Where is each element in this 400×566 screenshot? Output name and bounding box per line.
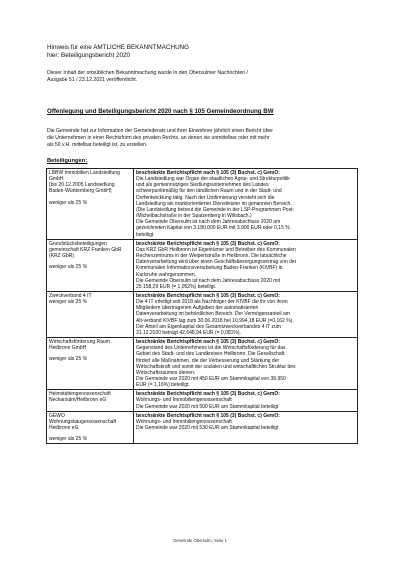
description-line: Wohnungs- und Immobiliengenossenschaft: [136, 418, 232, 425]
description-line: Die Gemeinde Obersulm ist nach dem Jahresabschluss 2020 mit: [136, 277, 280, 284]
share-text: weniger als 25 %: [49, 199, 88, 206]
paragraph-line-1: Die Gemeinde hat zur Information der Gemeinderats und ihrer Einwohner jährlich einen Bericht über: [47, 128, 273, 134]
table-row: [47, 338, 358, 390]
description-cell: [134, 411, 358, 444]
description-line: EUR (= 1,16%) beteiligt.: [136, 382, 190, 389]
description-line: /Michelbachstraße in der Spatzenberg in Willsbach.): [136, 213, 252, 220]
description-cell: [134, 169, 358, 240]
intro-note: [47, 70, 367, 84]
company-cell: [47, 411, 134, 444]
reporting-duty-line: beschränkte Berichtspflicht nach § 105 (3) Buchst. c) GemO:: [136, 292, 280, 299]
table-row: [47, 169, 358, 240]
description-line: Gegenstand des Unternehmens ist die Wirtschaftsförderung für das: [136, 345, 286, 352]
table-row: [47, 291, 358, 337]
description-line: Die Gemeinde war 2020 mit 500 EUR am Stammkapital beteiligt: [136, 403, 279, 410]
company-name-line: Heilbronn eG: [49, 425, 79, 432]
description-line: 25.158,29 EUR (= 1,052%) beteiligt.: [136, 283, 217, 290]
reporting-duty-line: beschränkte Berichtspflicht nach § 105 (3) Buchst. c) GemO:: [136, 240, 280, 247]
share-text: weniger als 25 %: [49, 299, 88, 306]
reporting-duty-line: beschränkte Berichtspflicht nach § 105 (3) Buchst. c) GemO:: [136, 170, 280, 176]
description-line: Rechenzentrums in der Weipertstraße in Heilbronn. Die tatsächliche: [136, 253, 287, 260]
company-cell: [47, 169, 134, 240]
description-line: Datenverarbeitung wird über einen Geschäftsbesorgungsvertrag von der: [136, 259, 297, 266]
company-cell: [47, 338, 134, 390]
table-row: [47, 390, 358, 411]
description-line: 31.12.2020 beträgt 42.648,94 EUR (= 0,081%).: [136, 329, 241, 336]
page-footer: Gemeinde Obersulm, Seite 1: [173, 538, 227, 543]
description-line: (Die Landsiedlung betreut die Gemeinde in der LSP-Programmen Post-: [136, 206, 295, 213]
description-line: Mitgliedern übertragenen Aufgaben der automatisierten: [136, 305, 259, 312]
company-cell: [47, 239, 134, 291]
description-line: Die Gemeinde Obersulm ist nach dem Jahresabschluss 2020 am: [136, 219, 281, 226]
description-line: Alt-verband KIVBF lag zum 30.06.2018 bei 10.994,18 EUR (=0,162 %).: [136, 317, 294, 324]
description-line: Wirtschaftskraft und somit der sozialen und wirtschaftlichen Struktur des: [136, 363, 296, 370]
description-line: Kommunalen Informationsverarbeitung Baden-Franken (KIVBF) in: [136, 265, 283, 272]
beteiligungen-label: Beteiligungen:: [47, 158, 88, 164]
company-name-line: Baden-Württemberg GmbH): [49, 188, 112, 195]
description-line: Das KRZ GbR Heilbronn ist Eigentümer und Betreiber des Kommunalen: [136, 246, 296, 253]
description-cell: [134, 239, 358, 291]
description-line: Wohnungs- und Immobiliengenossenschaft: [136, 397, 232, 404]
company-name-line: Grundstücksbeteiligungen: [49, 240, 107, 247]
beteiligungen-table: [46, 168, 358, 444]
description-line: Karlsruhe wahrgenommen.: [136, 271, 197, 278]
description-line: schwerpunktmäßig für den ländlichen Raum und in der Stadt- und: [136, 188, 282, 195]
company-name-line: Heimstättengenossenschaft: [49, 391, 111, 398]
table-row: [47, 239, 358, 291]
description-line: Die 4 IT erledigt seit 2018 als Nachfolger der KIVBF die ihr von ihren: [136, 299, 288, 306]
company-name-line: Heilbronn GmbH: [49, 345, 87, 352]
company-name-line: GEWO: [49, 412, 65, 419]
company-name-line: (bis 20.12.2005 Landsiedlung: [49, 182, 115, 189]
intro-line-2: Ausgabe 51 / 23.12.2021 veröffentlicht.: [47, 77, 138, 84]
description-line: Die Landsiedlung war Organ der staatlichen Agrar- und Strukturpolitik: [136, 176, 290, 183]
description-cell: [134, 390, 358, 411]
description-line: Wirtschaftsraumes dienen.: [136, 369, 196, 376]
description-cell: [134, 338, 358, 390]
reporting-duty-line: beschränkte Berichtspflicht nach § 105 (3) Buchst. c) GemO:: [136, 391, 280, 398]
description-cell: [134, 291, 358, 337]
paragraph-line-3: als 50 v.H. mittelbar beteiligt ist, zu erstellen.: [47, 142, 148, 148]
company-name-line: gemeinschaft KRZ Franken GbR: [49, 246, 122, 253]
description-line: beteiligt.: [136, 231, 155, 238]
company-cell: [47, 390, 134, 411]
company-name-line: Wirtschaftsförderung Raum: [49, 339, 110, 346]
description-line: fördert alle Maßnahmen, die der Verbesserung und Stärkung der: [136, 357, 280, 364]
company-name-line: Wohnungsbaugenossenschaft: [49, 418, 117, 425]
company-name-line: Neckarsulm/Heilbronn eG: [49, 397, 107, 404]
company-cell: [47, 291, 134, 337]
description-line: Landsiedlung als marktorientierter Dienstleister im genannten Bereich.: [136, 200, 292, 207]
company-name-line: Zweckverband 4 IT: [49, 292, 92, 299]
share-text: weniger als 25 %: [49, 356, 88, 363]
paragraph-line-2: die Unternehmen in einer Rechtsform des privaten Rechts, an denen sie unmittelbar oder mit mehr: [47, 135, 270, 141]
description-line: Datenverarbeitung im behördlichen Bereich. Der Vermögensanteil am: [136, 311, 290, 318]
reporting-duty-line: beschränkte Berichtspflicht nach § 105 (3) Buchst. c) GemO:: [136, 339, 280, 346]
company-name-line: (KRZ GbR): [49, 253, 74, 260]
description-line: Die Gemeinde war 2020 mit 450 EUR am Stammkapital von 38.950: [136, 376, 286, 382]
company-name-line: GmbH: [49, 176, 64, 183]
description-line: Dorfentwicklung tätig. Nach der Umfirmierung versteht sich die: [136, 194, 275, 201]
header-line-2: hier: Beteiligungsbericht 2020: [47, 52, 130, 59]
intro-paragraph: [47, 128, 362, 149]
description-line: Der Anteil am Eigenkapital des Gesamtzweckverbandes 4 IT zum: [136, 323, 281, 330]
description-line: Gebiet des Stadt- und des Landkreises Heilbronn. Die Gesellschaft: [136, 351, 285, 358]
description-line: gezeichneten Kapital von 3.180.000 EUR mit 3.900 EUR oder 0,15 %: [136, 225, 290, 232]
share-text: weniger als 25 %: [49, 436, 88, 443]
table-row: [47, 411, 358, 444]
share-text: weniger als 25 %: [49, 264, 88, 271]
section-heading: Offenlegung und Beteiligungsbericht 2020 nach § 105 Gemeindeordnung BW: [47, 108, 274, 115]
announcement-header: [47, 44, 189, 60]
description-line: Die Gemeinde war 2020 mit 530 EUR am Stammkapital beteiligt: [136, 425, 279, 432]
company-name-line: LBBW Immobilien Landsiedlung: [49, 170, 120, 176]
header-line-1: Hinweis für eine AMTLICHE BEKANNTMACHUNG: [47, 44, 190, 51]
reporting-duty-line: beschränkte Berichtspflicht nach § 105 (3) Buchst. c) GemO:: [136, 412, 280, 419]
description-line: und als gemeinnütziges Siedlungsunternehmen des Landes: [136, 182, 269, 189]
intro-line-1: Dieser Inhalt der ortsüblichen Bekanntmachung wurde in den Obersulmer Nachrichten /: [47, 70, 248, 76]
